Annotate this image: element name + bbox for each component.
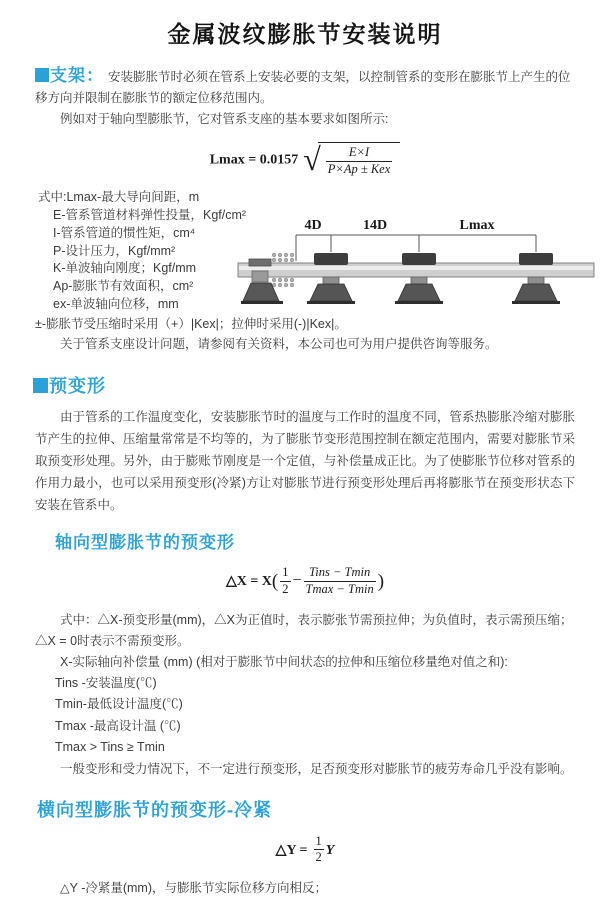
radical-expression	[303, 142, 400, 177]
predeform-body: 由于管系的工作温度变化，安装膨胀节时的温度与工作时的温度不同，管系热膨胀冷缩对膨胀节产生的拉伸、压缩量常常是不均等的，为了膨胀节变形范围控制在额定范围内，需要对膨胀节采取预变形处理。另外，由于膨账节刚度是一个定值，与补偿量成正比。为了使膨胀节位移对管系的作用力最小，也可以采用预变形(冷紧)方让对膨胀节进行预变形处理后再将膨胀节在预变形状态下安装在管系中。	[35, 410, 575, 513]
radical-sign: √	[303, 141, 321, 178]
temp-line: Tmin-最低设计温度(℃)	[55, 697, 183, 711]
radicand	[318, 142, 401, 177]
axial-note: 一般变形和受力情况下，不一定进行预变形，足否预变形对膨胀节的疲劳寿命几乎没有影响。	[60, 761, 573, 776]
close-paren: )	[377, 571, 385, 593]
half-denominator: 2	[315, 850, 322, 865]
axial-formula-lhs: △X = X	[225, 574, 272, 590]
formula-definitions	[35, 189, 575, 314]
definition-line: Ap-膨胀节有效面积，cm²	[53, 279, 194, 294]
temp-line: Tins -安装温度(℃)	[55, 675, 157, 690]
temperature-definitions	[55, 673, 575, 759]
temp-line: Tmax > Tins ≥ Tmin	[55, 740, 165, 754]
axial-subsection-heading: 轴向型膨胀节的预变形	[55, 533, 235, 553]
guide-support	[512, 253, 560, 304]
temp-line: Tmax -最高设计温 (℃)	[55, 718, 181, 733]
section-marker-icon	[33, 378, 48, 393]
half-numerator: 1	[315, 833, 322, 848]
lateral-subsection-heading: 横向型膨胀节的预变形-冷紧	[37, 799, 272, 820]
axial-explain: 式中：△X-预变形量(mm)，△X为正值时，表示膨张节需预拉伸；为负值时，表示需预压缩；△X = 0时表示不需预变形。	[35, 612, 573, 648]
pipe	[238, 263, 594, 277]
lmax-formula	[35, 142, 575, 177]
diagram-label-lmax: Lmax	[459, 218, 495, 234]
support-intro-text: 安装膨胀节时必须在管系上安装必要的支架，以控制管系的变形在膨胀节上产生的位移方向并限制在膨胀节的额定位移范围内。	[35, 70, 571, 105]
half-fraction	[314, 834, 324, 866]
lateral-definition: △Y -冷紧量(mm)，与膨胀节实际位移方向相反；	[60, 880, 328, 895]
predeform-heading-label: 预变形	[49, 376, 106, 397]
lmax-fraction-numerator: E×I	[348, 145, 370, 159]
lateral-formula	[35, 834, 575, 866]
lmax-fraction-denominator: P×Ap ± Kex	[327, 161, 391, 176]
plus-minus-note: ±-膨胀节受压缩时采用（+）|Kex|；拉伸时采用(-)|Kex|。	[35, 317, 347, 332]
minus-sign: −	[292, 572, 302, 590]
axial-formula	[35, 565, 575, 597]
support-heading-label: 支架：	[50, 66, 104, 85]
lmax-formula-lhs: Lmax = 0.0157	[209, 152, 299, 168]
temp-denominator: Tmax − Tmin	[305, 581, 374, 596]
half-numerator: 1	[282, 565, 289, 580]
definition-line: P-设计压力，Kgf/mm²	[53, 243, 176, 258]
diagram-label-14d: 14D	[362, 218, 388, 234]
support-example-line: 例如对于轴向型膨胀节，它对管系支座的基本要求如图所示:	[60, 112, 389, 126]
support-intro-paragraph	[35, 65, 575, 109]
page-title: 金属波纹膨胀节安装说明	[167, 21, 443, 47]
definition-line: E-管系管道材料弹性投量，Kgf/cm²	[53, 208, 247, 223]
section-marker-icon	[35, 68, 49, 82]
axial-x-definition: X-实际轴向补偿量 (mm) (相对于膨胀节中间状态的拉伸和压缩位移量绝对值之和):	[60, 654, 508, 669]
lateral-formula-lhs: △Y =	[275, 842, 308, 858]
lateral-formula-rhs: Y	[325, 842, 335, 858]
open-paren: (	[271, 571, 279, 593]
guide-support	[307, 253, 355, 304]
temp-numerator: Tins − Tmin	[308, 565, 371, 580]
definition-line: 式中:Lmax-最大导向间距，m	[38, 190, 200, 205]
lmax-fraction	[326, 145, 393, 177]
definition-line: K-单波轴向刚度；Kgf/mm	[53, 261, 197, 276]
definition-line: I-管系管道的惯性矩，cm⁴	[53, 225, 196, 240]
support-section-heading	[35, 66, 104, 85]
temp-fraction	[304, 565, 376, 597]
guide-support	[395, 253, 443, 304]
half-fraction	[280, 565, 290, 597]
consult-note: 关于管系支座设计问题，请参阅有关资料，本公司也可为用户提供咨询等服务。	[60, 337, 498, 352]
diagram-label-4d: 4D	[304, 218, 322, 234]
half-denominator: 2	[282, 581, 289, 596]
pipe-support-diagram	[237, 213, 595, 311]
predeform-section-heading	[33, 372, 575, 398]
definition-line: ex-单波轴向位移，mm	[53, 297, 179, 312]
